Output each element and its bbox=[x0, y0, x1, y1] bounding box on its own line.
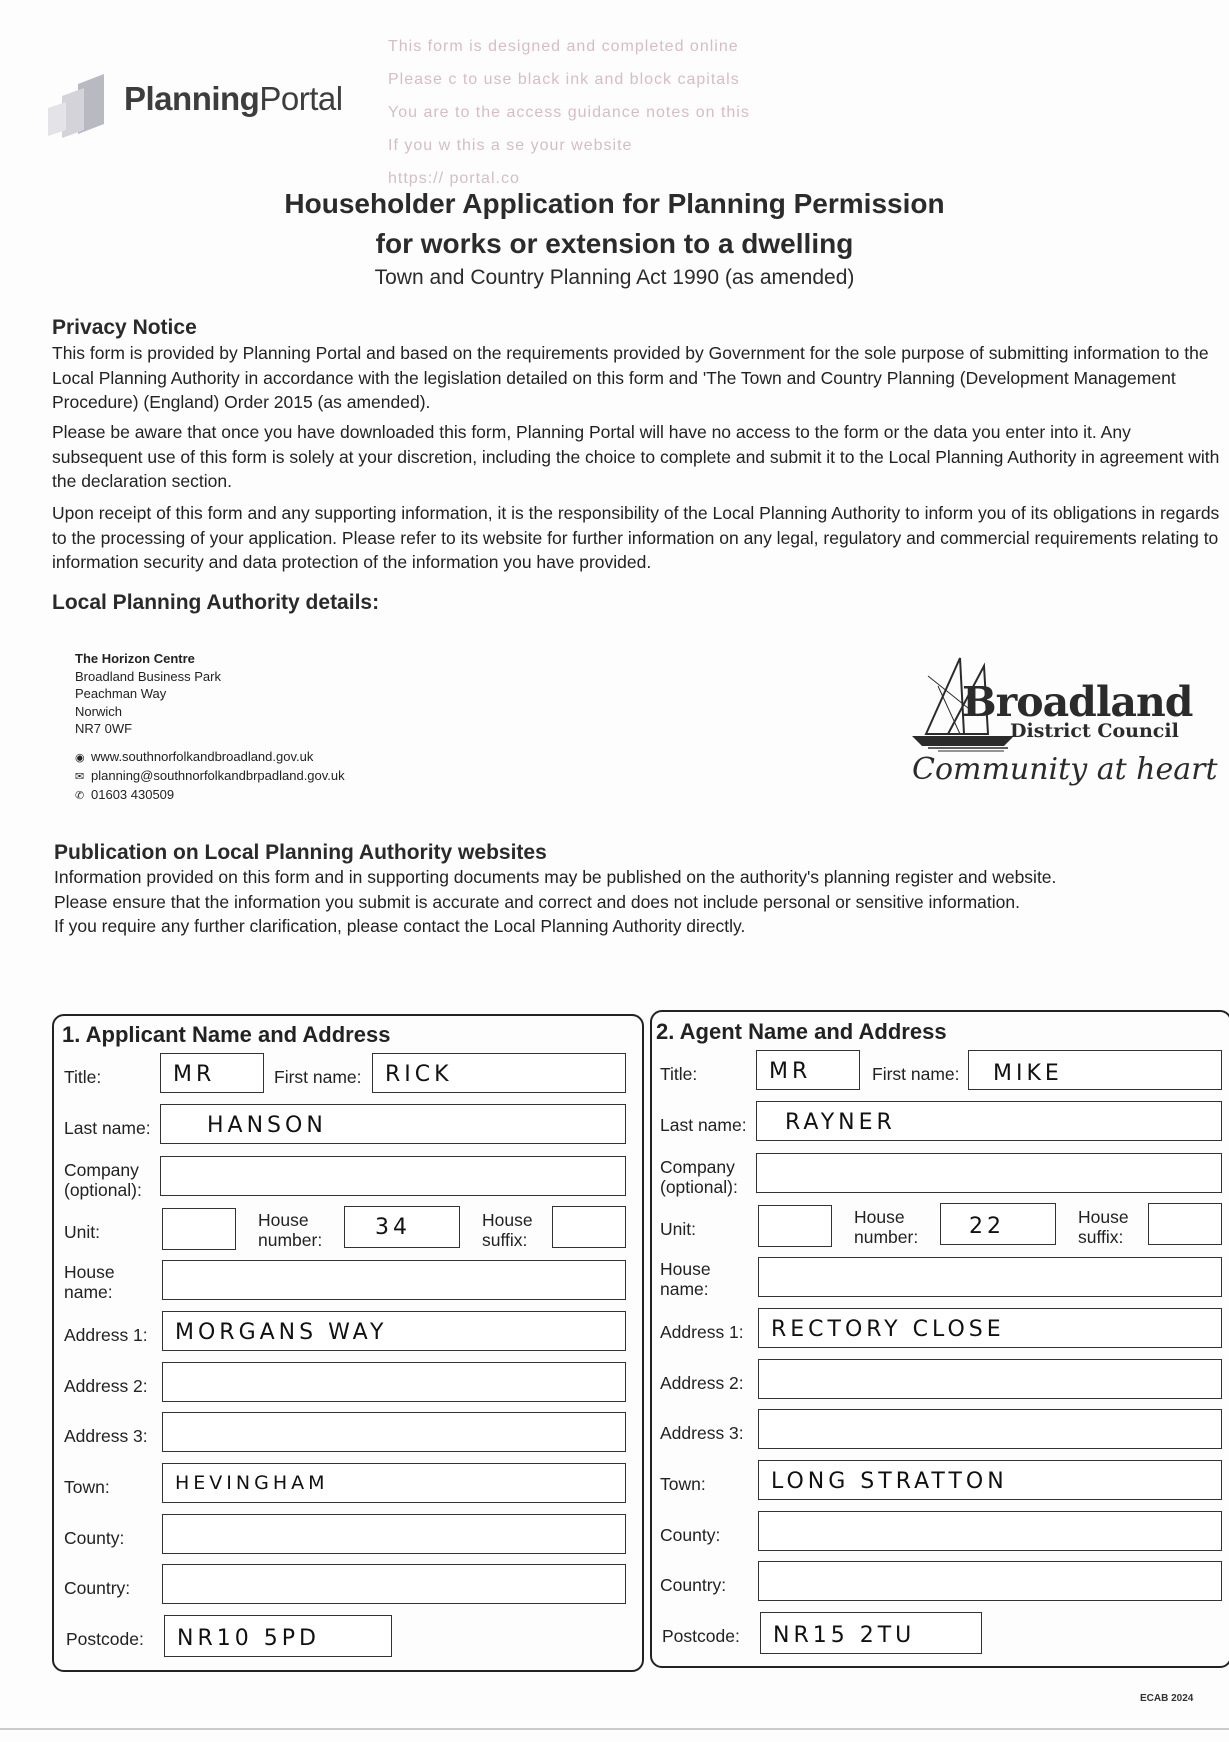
council-subtitle: District Council bbox=[1010, 720, 1179, 742]
applicant-heading: 1. Applicant Name and Address bbox=[62, 1022, 391, 1047]
applicant-county-field[interactable] bbox=[162, 1514, 626, 1554]
agent-title-label: Title: bbox=[660, 1064, 698, 1084]
agent-house-name-label: House name: bbox=[660, 1259, 711, 1299]
globe-icon: ◉ bbox=[75, 752, 85, 764]
applicant-house-suffix-label: House suffix: bbox=[482, 1210, 533, 1250]
agent-house-number-label: House number: bbox=[854, 1207, 919, 1247]
publication-text: Information provided on this form and in supporting documents may be published on the authority's planning register and website. Please ensure that the information you submit is accurate and correct and does not include personal or sensitive information. If you require any further clarification, please contact the Local Planning Authority directly. bbox=[54, 867, 1057, 936]
lpa-phone: 01603 430509 bbox=[91, 787, 175, 802]
agent-address2-label: Address 2: bbox=[660, 1373, 744, 1393]
privacy-paragraph-1: This form is provided by Planning Portal and based on the requirements provided by Government for the sole purpose of submitting information to the Local Planning Authority in accordance with the legislation detailed on this form and 'The Town and Country Planning (Development Management Procedure) (England) Order 2015 (as amended). bbox=[52, 343, 1209, 412]
applicant-unit-field[interactable] bbox=[162, 1208, 236, 1250]
applicant-country-field[interactable] bbox=[162, 1564, 626, 1604]
council-name: Broadland bbox=[962, 678, 1193, 726]
agent-first-name-field[interactable]: MIKE bbox=[968, 1050, 1222, 1090]
applicant-house-number-label: House number: bbox=[258, 1210, 323, 1250]
agent-address3-label: Address 3: bbox=[660, 1423, 744, 1443]
email-icon: ✉ bbox=[75, 771, 85, 783]
agent-company-field[interactable] bbox=[756, 1153, 1222, 1193]
agent-heading: 2. Agent Name and Address bbox=[656, 1019, 947, 1044]
lpa-website[interactable]: www.southnorfolkandbroadland.gov.uk bbox=[91, 749, 314, 764]
applicant-town-label: Town: bbox=[64, 1477, 110, 1497]
applicant-house-name-label: House name: bbox=[64, 1262, 115, 1302]
applicant-house-suffix-field[interactable] bbox=[552, 1206, 626, 1248]
agent-title-field[interactable]: MR bbox=[756, 1050, 860, 1090]
agent-unit-field[interactable] bbox=[758, 1205, 832, 1247]
lpa-contact bbox=[75, 748, 345, 805]
planning-portal-logo: PlanningPortal bbox=[124, 80, 343, 117]
applicant-house-name-field[interactable] bbox=[162, 1260, 626, 1300]
agent-county-field[interactable] bbox=[758, 1511, 1222, 1551]
privacy-heading: Privacy Notice bbox=[52, 316, 197, 339]
privacy-paragraph-3: Upon receipt of this form and any supporting information, it is the responsibility of the Local Planning Authority to inform you of its obligations in regards to the processing of your application. Please refer to its website for further information on any legal, regulatory and commercial requirements relating to information security and data protection of the information you have provided. bbox=[52, 503, 1220, 572]
privacy-paragraph-2: Please be aware that once you have downloaded this form, Planning Portal will have no access to the form or the data you enter into it. Any subsequent use of this form is solely at your discretion, including the choice to complete and submit it to the Local Planning Authority in agreement with the declaration section. bbox=[52, 422, 1220, 491]
agent-unit-label: Unit: bbox=[660, 1219, 696, 1239]
applicant-country-label: Country: bbox=[64, 1578, 131, 1598]
applicant-company-field[interactable] bbox=[160, 1156, 626, 1196]
form-code: ECAB 2024 bbox=[1140, 1693, 1194, 1704]
agent-last-name-label: Last name: bbox=[660, 1115, 747, 1135]
agent-country-label: Country: bbox=[660, 1575, 727, 1595]
agent-county-label: County: bbox=[660, 1525, 721, 1545]
applicant-last-name-label: Last name: bbox=[64, 1118, 151, 1138]
agent-last-name-field[interactable]: RAYNER bbox=[756, 1101, 1222, 1141]
agent-town-label: Town: bbox=[660, 1474, 706, 1494]
page-title-line2: for works or extension to a dwelling bbox=[375, 228, 854, 259]
applicant-first-name-field[interactable]: RICK bbox=[372, 1053, 626, 1093]
agent-postcode-field[interactable]: NR15 2TU bbox=[760, 1612, 982, 1654]
phone-icon: ✆ bbox=[75, 790, 85, 802]
applicant-company-label: Company (optional): bbox=[64, 1160, 142, 1200]
applicant-last-name-field[interactable]: HANSON bbox=[160, 1104, 626, 1144]
applicant-county-label: County: bbox=[64, 1528, 125, 1548]
lpa-email[interactable]: planning@southnorfolkandbrpadland.gov.uk bbox=[91, 768, 345, 783]
planning-portal-logo-icon bbox=[48, 74, 112, 140]
agent-address3-field[interactable] bbox=[758, 1409, 1222, 1449]
applicant-address1-field[interactable]: MORGANS WAY bbox=[162, 1311, 626, 1351]
page-subtitle: Town and Country Planning Act 1990 (as amended) bbox=[374, 266, 855, 289]
scan-edge-divider bbox=[0, 1728, 1229, 1730]
applicant-address3-label: Address 3: bbox=[64, 1426, 148, 1446]
applicant-town-field[interactable]: HEVINGHAM bbox=[162, 1463, 626, 1503]
applicant-title-label: Title: bbox=[64, 1067, 102, 1087]
applicant-house-number-field[interactable]: 34 bbox=[344, 1206, 460, 1248]
publication-heading: Publication on Local Planning Authority websites bbox=[54, 841, 547, 864]
agent-house-suffix-label: House suffix: bbox=[1078, 1207, 1129, 1247]
faded-notice-text: This form is designed and completed online Please c to use black ink and block capitals You are to the access guidance notes on this If you w this a se your website https:// portal.co bbox=[388, 38, 750, 187]
applicant-address3-field[interactable] bbox=[162, 1412, 626, 1452]
agent-address1-field[interactable]: RECTORY CLOSE bbox=[758, 1308, 1222, 1348]
agent-company-label: Company (optional): bbox=[660, 1157, 738, 1197]
agent-address2-field[interactable] bbox=[758, 1359, 1222, 1399]
agent-house-suffix-field[interactable] bbox=[1148, 1203, 1222, 1245]
agent-town-field[interactable]: LONG STRATTON bbox=[758, 1460, 1222, 1500]
applicant-unit-label: Unit: bbox=[64, 1222, 100, 1242]
agent-first-name-label: First name: bbox=[872, 1064, 960, 1084]
lpa-address: The Horizon Centre Broadland Business Park Peachman Way Norwich NR7 0WF bbox=[75, 651, 221, 737]
page-title: Householder Application for Planning Permission bbox=[284, 188, 945, 219]
applicant-postcode-field[interactable]: NR10 5PD bbox=[164, 1615, 392, 1657]
applicant-title-field[interactable]: MR bbox=[160, 1053, 264, 1093]
agent-house-name-field[interactable] bbox=[758, 1257, 1222, 1297]
applicant-address2-field[interactable] bbox=[162, 1362, 626, 1402]
applicant-address1-label: Address 1: bbox=[64, 1325, 148, 1345]
agent-address1-label: Address 1: bbox=[660, 1322, 744, 1342]
agent-house-number-field[interactable]: 22 bbox=[940, 1203, 1056, 1245]
applicant-postcode-label: Postcode: bbox=[66, 1629, 144, 1649]
applicant-address2-label: Address 2: bbox=[64, 1376, 148, 1396]
applicant-first-name-label: First name: bbox=[274, 1067, 362, 1087]
council-tagline: Community at heart bbox=[912, 752, 1218, 787]
agent-country-field[interactable] bbox=[758, 1561, 1222, 1601]
lpa-heading: Local Planning Authority details: bbox=[52, 591, 380, 614]
agent-postcode-label: Postcode: bbox=[662, 1626, 740, 1646]
